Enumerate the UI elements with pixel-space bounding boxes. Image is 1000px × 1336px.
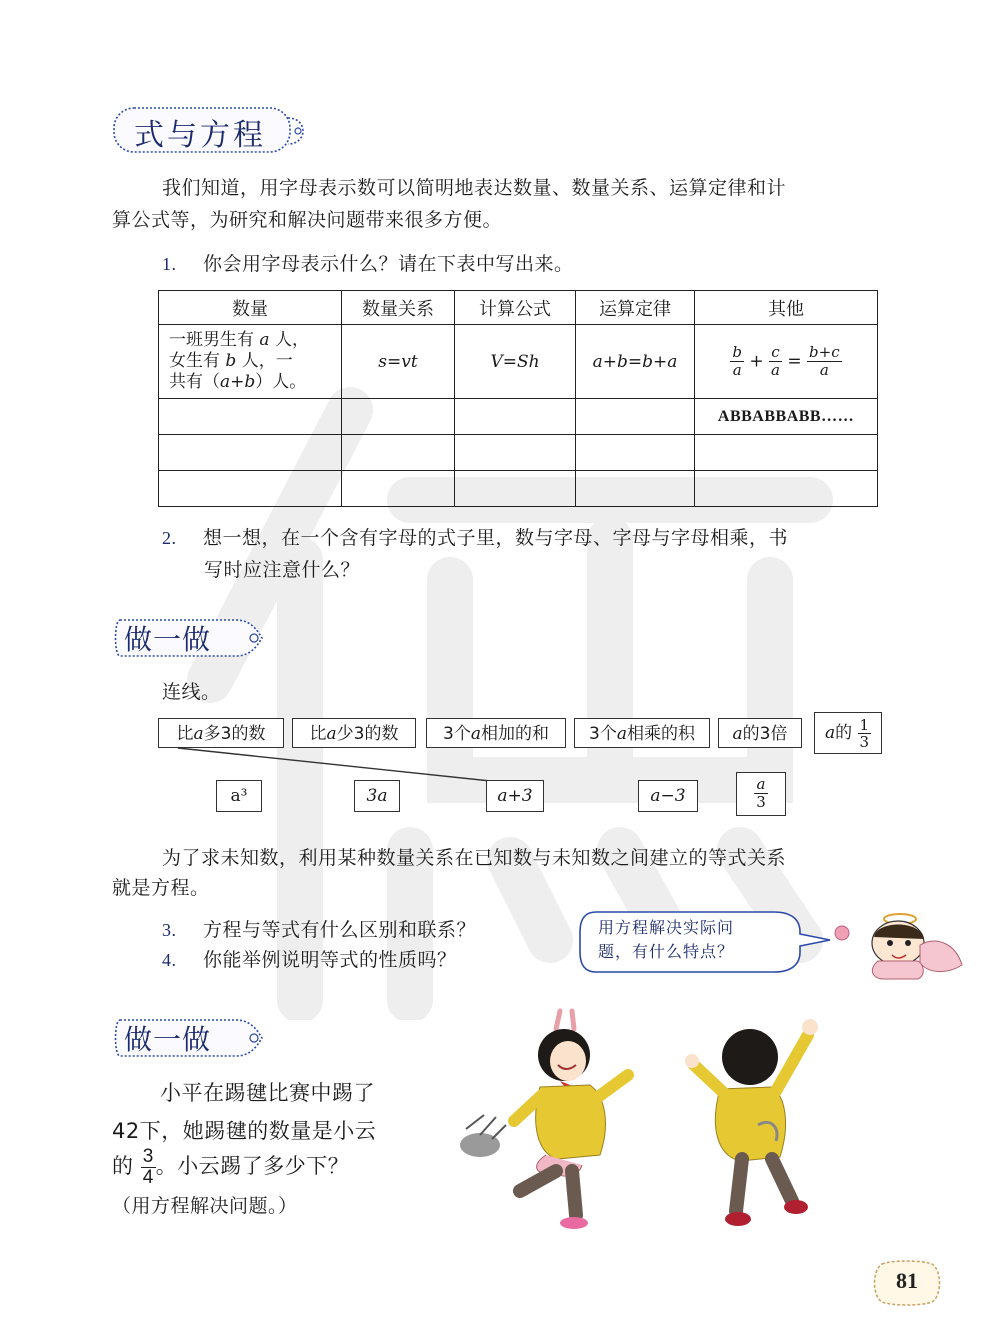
- box-variable: a: [193, 724, 204, 744]
- question-1-number: 1.: [162, 254, 177, 274]
- question-2-number: 2.: [162, 528, 177, 548]
- fraction-denominator: 4: [142, 1166, 154, 1188]
- fraction-a-over-3: [754, 776, 768, 811]
- girl-kicking-shuttlecock-illustration: [460, 1005, 660, 1235]
- bubble-line: 题，有什么特点？: [598, 942, 735, 961]
- box-text: 比: [309, 724, 327, 744]
- box-text: 的: [835, 723, 853, 743]
- box-text: 相乘的积: [626, 724, 695, 744]
- fraction-numerator: a: [754, 776, 768, 794]
- quantity-text: 人，: [274, 330, 309, 350]
- speech-bubble: [578, 910, 818, 972]
- equals-sign: =: [787, 351, 802, 372]
- problem-text: 的: [112, 1154, 134, 1178]
- box-text: 的3倍: [742, 724, 788, 744]
- box-text: 相加的和: [480, 724, 549, 744]
- bubble-line: 用方程解决实际问: [598, 918, 735, 937]
- question-2-line-2: 写时应注意什么？: [204, 559, 361, 581]
- fraction-numerator: b: [732, 343, 742, 361]
- fraction-denominator: a: [819, 361, 829, 379]
- question-4-text: 你能举例说明等式的性质吗？: [203, 949, 457, 971]
- table-header-cell: 其他: [695, 291, 878, 325]
- plus-sign: +: [749, 351, 764, 372]
- definition-line-1: 为了求未知数，利用某种数量关系在已知数与未知数之间建立的等式关系: [162, 847, 787, 869]
- question-4: [162, 944, 457, 976]
- box-variable: a: [470, 724, 481, 744]
- question-1-text: 你会用字母表示什么？请在下表中写出来。: [203, 253, 574, 275]
- box-variable: a: [824, 723, 836, 743]
- mascot-illustration: [828, 905, 968, 985]
- quantity-text: ）人。: [255, 372, 307, 392]
- problem-text: 。小云踢了多少下？: [155, 1154, 350, 1178]
- fraction-denominator: a: [771, 361, 780, 379]
- table-header-cell: 数量关系: [342, 291, 455, 325]
- answer-box-a-over-3[interactable]: [736, 772, 786, 816]
- question-3-text: 方程与等式有什么区别和联系？: [203, 919, 477, 941]
- box-text: 3个: [443, 724, 471, 744]
- definition-line-2: 就是方程。: [112, 877, 210, 899]
- quantity-variable: b: [225, 351, 237, 371]
- problem-line-1: 小平在踢毽比赛中踢了: [160, 1081, 375, 1105]
- table-header-cell: 数量: [159, 291, 342, 325]
- answer-box-3a[interactable]: 3a: [354, 780, 400, 812]
- box-text: 少3的数: [336, 724, 399, 744]
- fraction-numerator: c: [769, 344, 782, 362]
- fraction-three-quarters: [141, 1147, 156, 1188]
- intro-line-2: 算公式等，为研究和解决问题带来很多方便。: [112, 209, 503, 231]
- pattern-cell: ABBABBABB……: [695, 399, 878, 435]
- quantity-text: 一班男生有: [169, 330, 254, 350]
- relation-cell: s=vt: [342, 325, 455, 399]
- question-3: [162, 914, 476, 946]
- table-header-cell: 运算定律: [576, 291, 695, 325]
- page-number-text: 81: [896, 1268, 918, 1293]
- box-text: 多3的数: [203, 724, 266, 744]
- box-variable: a: [732, 724, 743, 744]
- speech-bubble-text: [598, 916, 798, 964]
- box-text: 3个: [589, 724, 617, 744]
- quantity-text: 女生有: [169, 351, 220, 371]
- connecting-line: [178, 748, 500, 782]
- activity-tag-1-text: 做一做: [124, 623, 212, 656]
- answer-box-a-minus-3[interactable]: a−3: [638, 780, 698, 812]
- box-variable: a: [616, 724, 627, 744]
- question-4-number: 4.: [162, 950, 177, 970]
- problem-line-4: （用方程解决问题。）: [112, 1195, 298, 1217]
- fraction-denominator: 3: [756, 793, 766, 811]
- page-number-badge: [872, 1260, 942, 1306]
- table-header-cell: 计算公式: [455, 291, 576, 325]
- question-3-number: 3.: [162, 920, 177, 940]
- connect-instruction: 连线。: [162, 681, 221, 703]
- box-variable: a: [326, 724, 337, 744]
- girl-back-view-illustration: [680, 1005, 840, 1235]
- answer-box-a-cubed[interactable]: a³: [216, 780, 262, 812]
- section-title-text: 式与方程: [134, 118, 266, 153]
- fraction-numerator: 1: [859, 715, 870, 734]
- answer-box-a-plus-3[interactable]: a+3: [486, 780, 544, 812]
- activity-tag-2: [112, 1014, 272, 1062]
- quantity-text: 人，一: [241, 351, 293, 371]
- box-text: 比: [176, 724, 194, 744]
- quantity-text: 共有（: [169, 372, 220, 392]
- problem-line-2: 42下，她踢毽的数量是小云: [112, 1119, 377, 1143]
- question-2-line-1: 想一想，在一个含有字母的式子里，数与字母、字母与字母相乘，书: [203, 527, 789, 549]
- fraction-denominator: a: [732, 361, 742, 379]
- quantity-variable: a+b: [220, 372, 256, 392]
- fraction-numerator: 3: [142, 1145, 154, 1167]
- formula-cell: V=Sh: [455, 325, 576, 399]
- fraction-numerator: b+c: [809, 343, 840, 361]
- intro-line-1: 我们知道，用字母表示数可以简明地表达数量、数量关系、运算定律和计: [162, 177, 787, 199]
- quantity-variable: a: [259, 330, 270, 350]
- fraction-denominator: 3: [859, 732, 870, 751]
- problem-line-3: [112, 1146, 349, 1188]
- law-cell: a+b=b+a: [576, 325, 695, 399]
- activity-tag-2-text: 做一做: [124, 1023, 212, 1056]
